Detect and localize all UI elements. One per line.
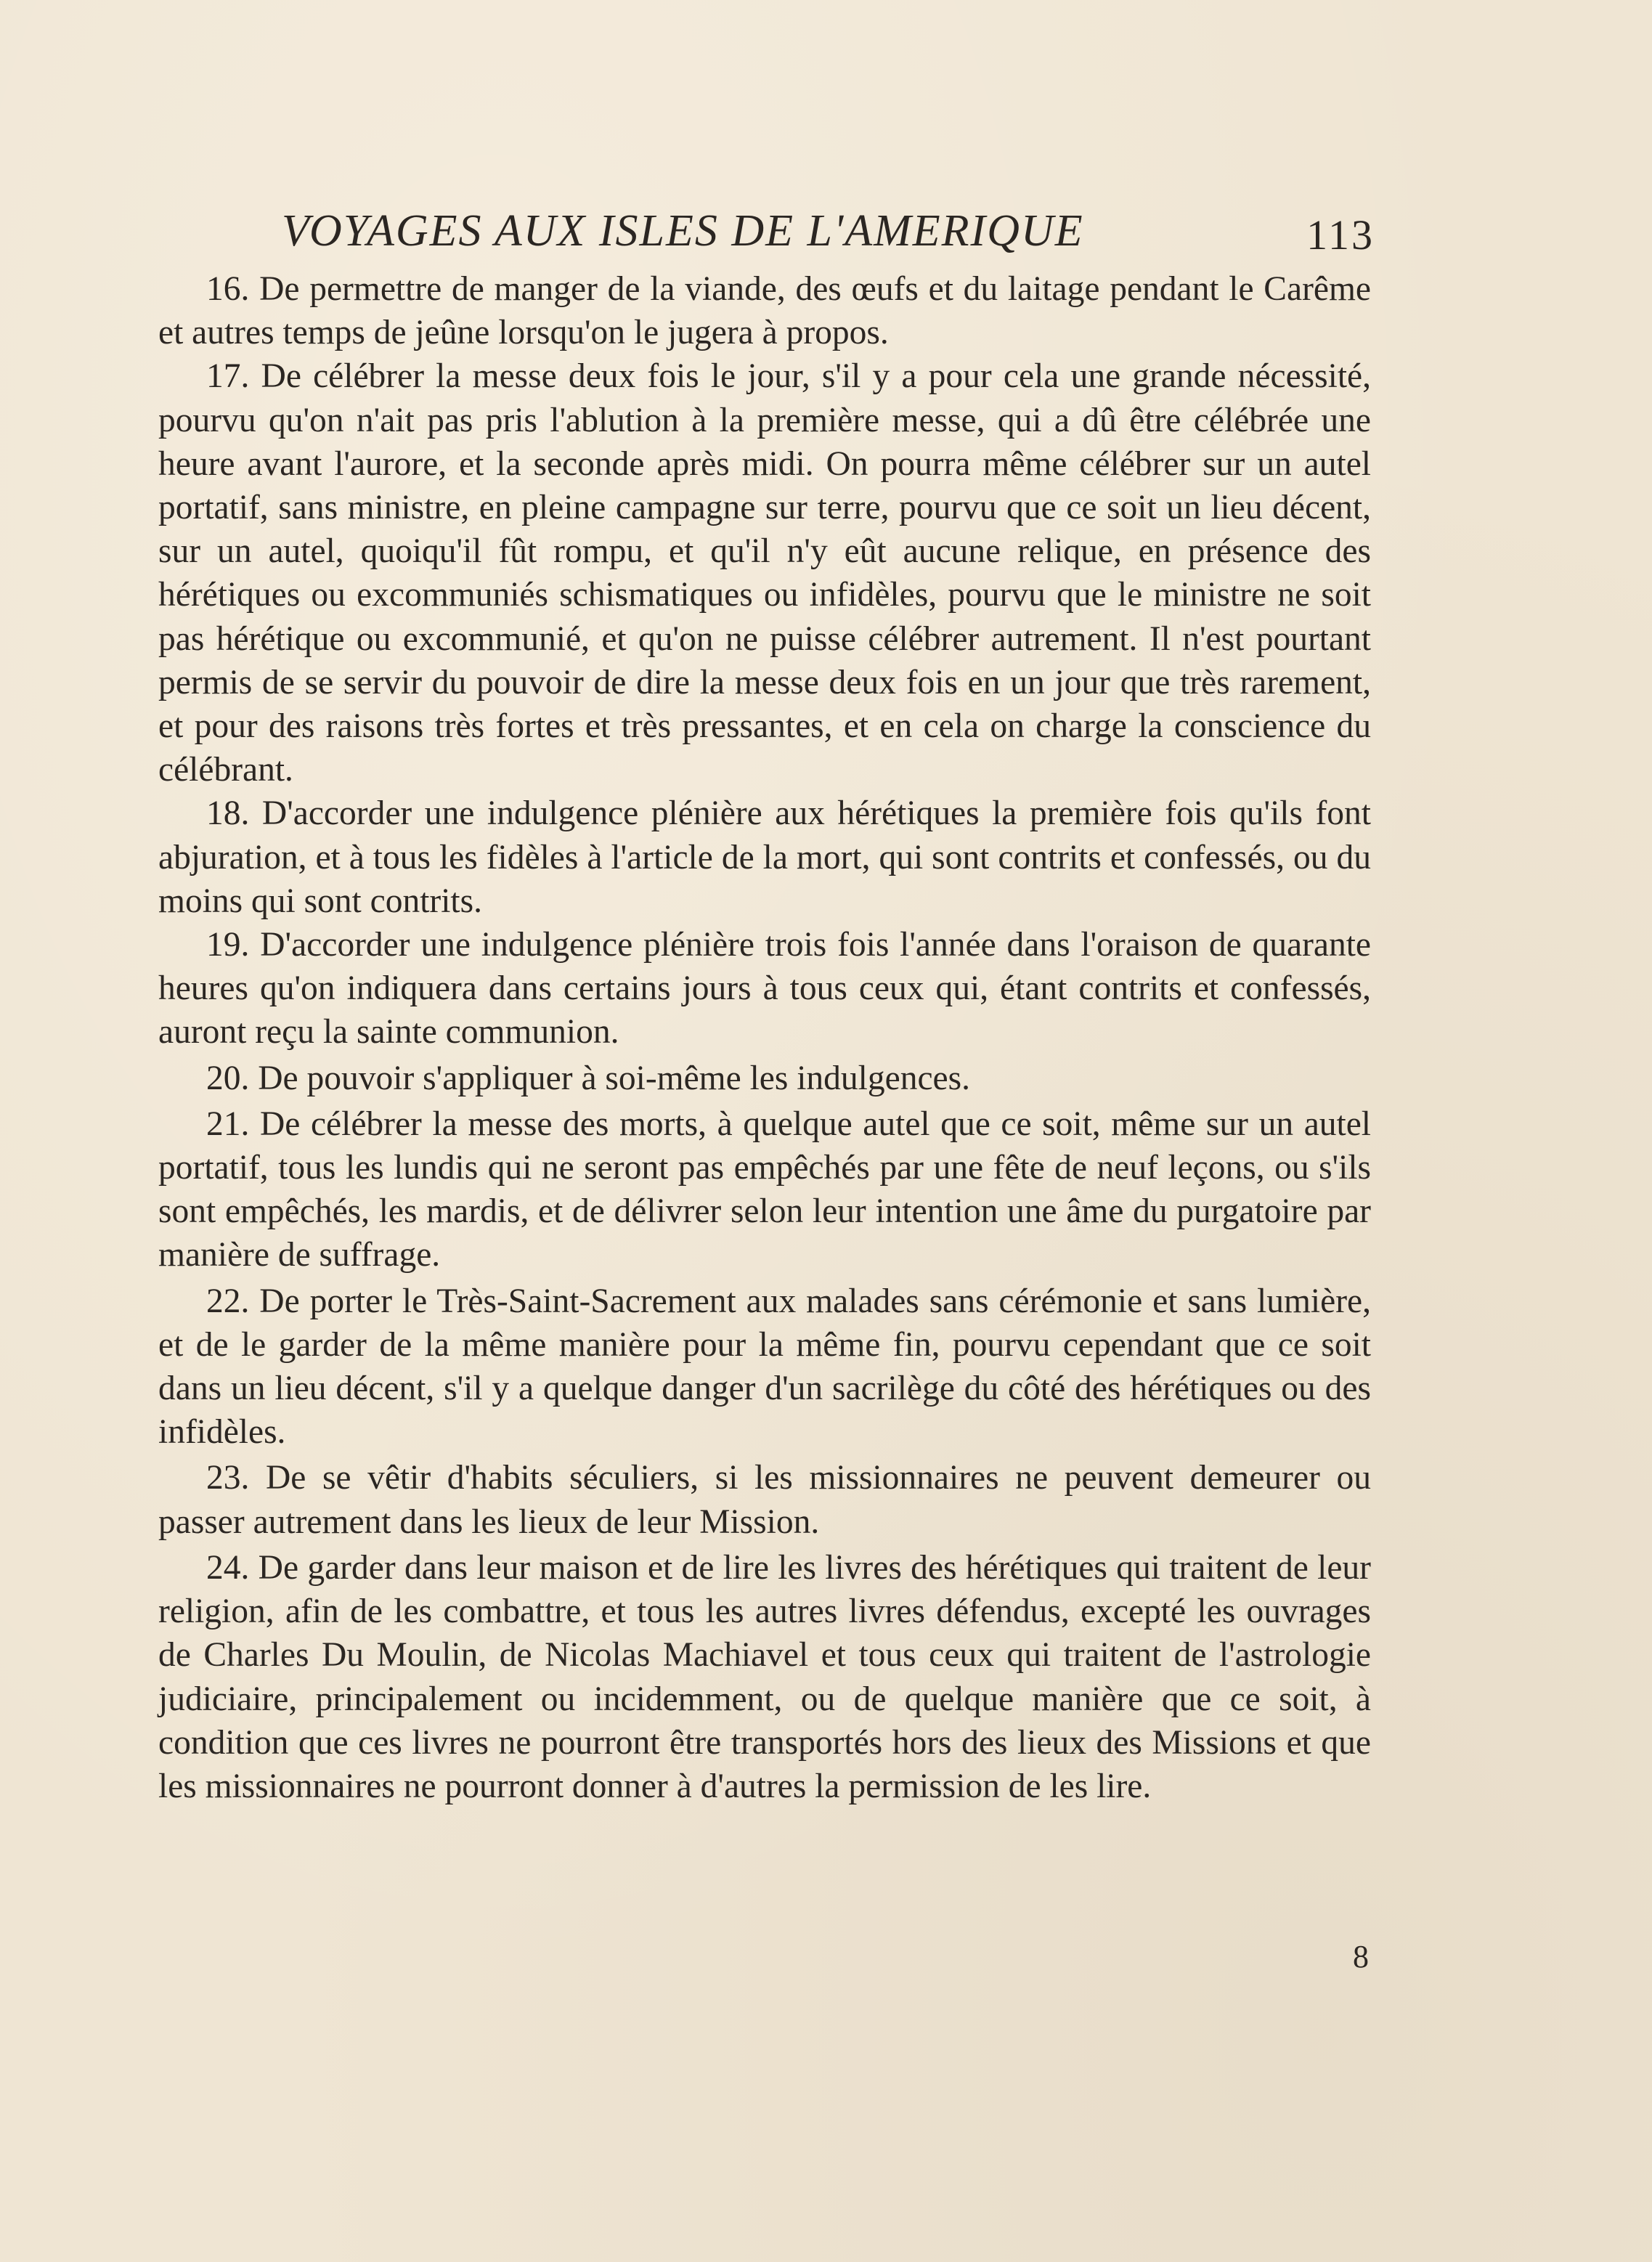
paragraph-17: 17. De célébrer la messe deux fois le jour, s'il y a pour cela une grande nécessité, pourvu qu'on n'ait pas pris l'ablution à la première messe, qui a dû être célébrée une heure avant l'aurore, et la seconde après midi. On pourra même célébrer sur un autel portatif, sans ministre, en pleine campagne sur terre, pourvu que ce soit un lieu décent, sur un autel, quoiqu'il fût rompu, et qu'il n'y eût aucune relique, en présence des hérétiques ou excommuniés schismatiques ou infidèles, pourvu que le ministre ne soit pas hérétique ou excommunié, et qu'on ne puisse célébrer autrement. Il n'est pourtant permis de se servir du pouvoir de dire la messe deux fois en un jour que très rarement, et pour des raisons très fortes et très pressantes, et en cela on charge la conscience du célébrant. <box>158 357 1371 789</box>
paragraph-19: 19. D'accorder une indulgence plénière trois fois l'année dans l'oraison de quarante heures qu'on indiquera dans certains jours à tous ceux qui, étant contrits et confessés, auront reçu la sainte communion. <box>158 926 1371 1051</box>
paragraph-21: 21. De célébrer la messe des morts, à quelque autel que ce soit, même sur un autel portatif, tous les lundis qui ne seront pas empêchés par une fête de neuf leçons, ou s'ils sont empêchés, les mardis, et de délivrer selon leur intention une âme du purgatoire par manière de suffrage. <box>158 1104 1371 1274</box>
page-header <box>282 202 1375 260</box>
page-number: 113 <box>1306 211 1375 259</box>
paragraph-18: 18. D'accorder une indulgence plénière aux hérétiques la première fois qu'ils font abjuration, et à tous les fidèles à l'article de la mort, qui sont contrits et confessés, ou du moins qui sont contrits. <box>158 794 1371 920</box>
body-text <box>158 267 1371 1808</box>
paragraph-23: 23. De se vêtir d'habits séculiers, si les missionnaires ne peuvent demeurer ou passer autrement dans les lieux de leur Mission. <box>158 1459 1371 1541</box>
paragraph-22: 22. De porter le Très-Saint-Sacrement aux malades sans cérémonie et sans lumière, et de le garder de la même manière pour la même fin, pourvu cependant que ce soit dans un lieu décent, s'il y a quelque danger d'un sacrilège du côté des hérétiques ou des infidèles. <box>158 1282 1371 1452</box>
paragraph-20: 20. De pouvoir s'appliquer à soi-même les indulgences. <box>206 1059 970 1097</box>
running-title: VOYAGES AUX ISLES DE L'AMERIQUE <box>282 206 1084 256</box>
signature-mark: 8 <box>1353 1939 1369 1974</box>
paragraph-16: 16. De permettre de manger de la viande, des œufs et du laitage pendant le Carême et autres temps de jeûne lorsqu'on le jugera à propos. <box>158 270 1371 352</box>
paragraph-24: 24. De garder dans leur maison et de lire les livres des hérétiques qui traitent de leur religion, afin de les combattre, et tous les autres livres défendus, excepté les ouvrages de Charles Du Moulin, de Nicolas Machiavel et tous ceux qui traitent de l'astrologie judiciaire, principalement ou incidemment, ou de quelque manière que ce soit, à condition que ces livres ne pourront être transportés hors des lieux des Missions et que les missionnaires ne pourront donner à d'autres la permission de les lire. <box>158 1548 1371 1805</box>
